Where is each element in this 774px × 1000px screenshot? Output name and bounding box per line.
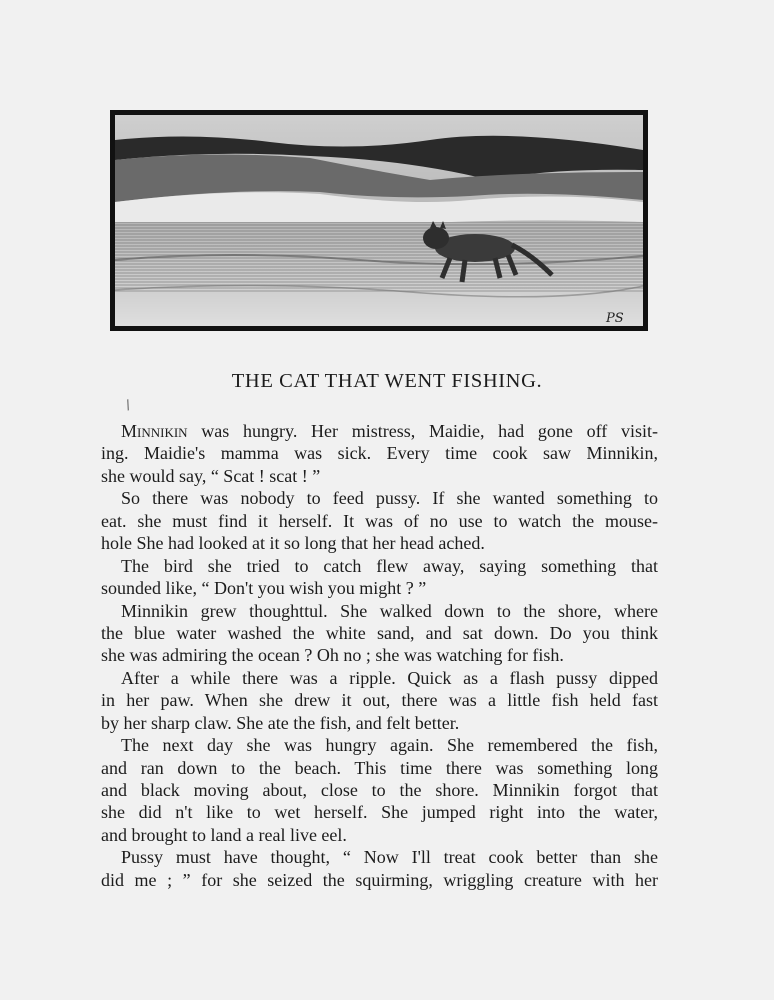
text-line (101, 712, 658, 734)
line-text: and brought to land a real live eel. (101, 824, 347, 845)
line-text: ing. Maidie's mamma was sick. Every time cook saw Minnikin, (101, 443, 658, 464)
text-line (101, 442, 658, 464)
margin-mark: / (123, 397, 133, 414)
illustration-cat-on-beach (110, 110, 648, 331)
text-line (101, 487, 658, 509)
line-text: the blue water washed the white sand, and sat down. Do you think (101, 622, 658, 643)
line-text: was hungry. Her mistress, Maidie, had gone off visit- (187, 421, 658, 441)
line-text: and ran down to the beach. This time there was something long (101, 757, 658, 778)
story-title: THE CAT THAT WENT FISHING. (231, 370, 543, 392)
line-text: Minnikin grew thoughttul. She walked down to the shore, where (121, 600, 658, 621)
line-text: she was admiring the ocean ? Oh no ; she was watching for fish. (101, 645, 564, 666)
line-text: eat. she must find it herself. It was of no use to watch the mouse- (101, 510, 658, 531)
text-line (101, 801, 658, 823)
line-text: So there was nobody to feed pussy. If she wanted something to (121, 488, 658, 509)
text-line (101, 824, 658, 846)
line-text: After a while there was a ripple. Quick as a flash pussy dipped (121, 667, 658, 688)
text-line (101, 532, 658, 554)
text-line (101, 644, 658, 666)
text-line (101, 734, 658, 756)
drop-lead-word: Minnikin (121, 421, 188, 441)
text-line (101, 510, 658, 532)
text-line (101, 577, 658, 599)
text-line (101, 779, 658, 801)
text-line (101, 555, 658, 577)
line-text: hole She had looked at it so long that her head ached. (101, 533, 485, 554)
story-body (101, 420, 658, 891)
line-text: The bird she tried to catch flew away, saying something that (121, 555, 658, 576)
text-line (101, 622, 658, 644)
text-line (101, 869, 658, 891)
line-text: she would say, “ Scat ! scat ! ” (101, 465, 321, 486)
line-text: by her sharp claw. She ate the fish, and felt better. (101, 712, 460, 733)
text-line (101, 600, 658, 622)
line-text: did me ; ” for she seized the squirming, wriggling creature with her (101, 869, 658, 890)
line-text: sounded like, “ Don't you wish you might ? ” (101, 578, 427, 599)
text-line (101, 757, 658, 779)
text-line (101, 667, 658, 689)
text-line (101, 689, 658, 711)
line-text: and black moving about, close to the shore. Minnikin forgot that (101, 780, 658, 800)
artist-signature: PS (606, 311, 624, 326)
engraving-image (110, 110, 648, 331)
text-line (101, 846, 658, 868)
text-line (101, 465, 658, 487)
text-line (101, 420, 658, 442)
line-text: she did n't like to wet herself. She jumped right into the water, (101, 802, 658, 823)
line-text: in her paw. When she drew it out, there was a little fish held fast (101, 690, 658, 711)
line-text: The next day she was hungry again. She remembered the fish, (121, 735, 658, 756)
line-text: Pussy must have thought, “ Now I'll treat cook better than she (121, 847, 658, 868)
